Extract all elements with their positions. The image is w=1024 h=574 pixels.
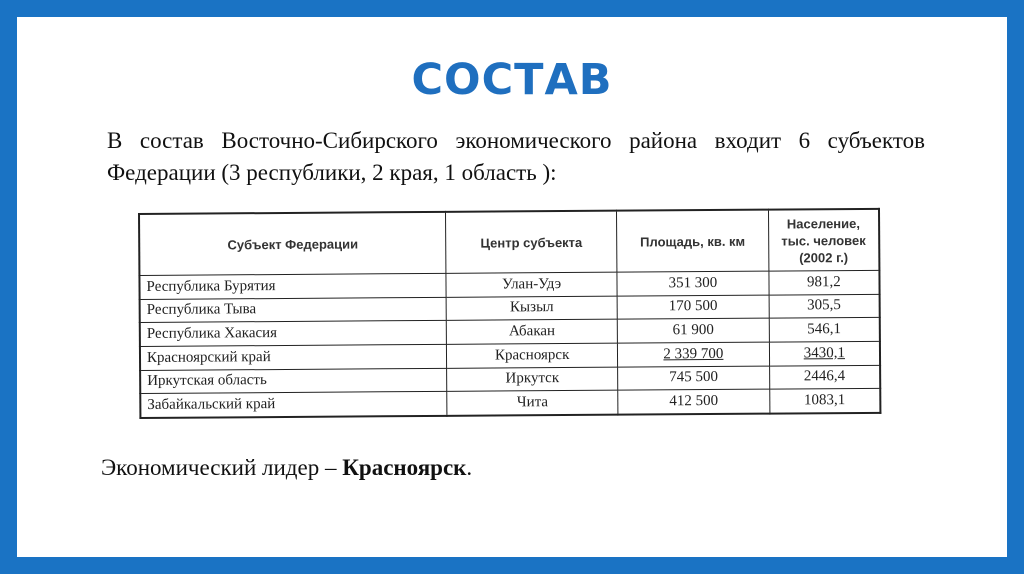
leader-suffix: . <box>466 455 473 480</box>
cell-area: 170 500 <box>617 295 769 320</box>
slide <box>17 17 1007 557</box>
cell-population: 305,5 <box>769 294 880 318</box>
cell-area: 412 500 <box>618 389 770 414</box>
cell-center: Иркутск <box>447 367 618 392</box>
header-population: Население, тыс. человек (2002 г.) <box>768 209 879 271</box>
leader-prefix: Экономический лидер – <box>101 455 343 480</box>
cell-subject: Республика Тыва <box>140 297 447 323</box>
cell-area <box>618 342 770 367</box>
subjects-table <box>138 208 881 419</box>
cell-subject: Иркутская область <box>140 368 447 394</box>
cell-subject: Республика Бурятия <box>139 273 446 299</box>
cell-center: Кызыл <box>446 296 617 321</box>
cell-area-underlined: 2 339 700 <box>663 345 724 363</box>
cell-population: 1083,1 <box>769 389 880 414</box>
cell-center: Красноярск <box>447 343 618 368</box>
cell-area: 745 500 <box>618 366 770 391</box>
table-row <box>140 389 880 418</box>
header-subject: Субъект Федерации <box>139 212 446 276</box>
cell-area: 351 300 <box>617 271 769 296</box>
leader-line <box>101 455 472 481</box>
header-area: Площадь, кв. км <box>617 210 769 273</box>
cell-area: 61 900 <box>617 318 769 343</box>
table-scan <box>138 208 881 419</box>
cell-population: 546,1 <box>769 318 880 342</box>
slide-title: СОСТАВ <box>411 55 613 105</box>
cell-subject: Красноярский край <box>140 344 447 370</box>
cell-subject: Республика Хакасия <box>140 321 447 347</box>
cell-center: Чита <box>447 390 618 415</box>
cell-population <box>769 341 880 365</box>
intro-paragraph: В состав Восточно-Сибирского экономического района входит 6 субъектов Федерации (3 республики, 2 края, 1 область ): <box>107 128 925 185</box>
cell-center: Абакан <box>446 319 617 344</box>
cell-center: Улан-Удэ <box>446 272 617 297</box>
cell-subject: Забайкальский край <box>140 392 447 418</box>
cell-population-underlined: 3430,1 <box>803 344 846 362</box>
leader-city: Красноярск <box>342 455 467 480</box>
cell-population: 2446,4 <box>769 365 880 389</box>
table-header-row <box>139 209 879 276</box>
header-center: Центр субъекта <box>446 211 617 274</box>
cell-population: 981,2 <box>769 270 880 294</box>
